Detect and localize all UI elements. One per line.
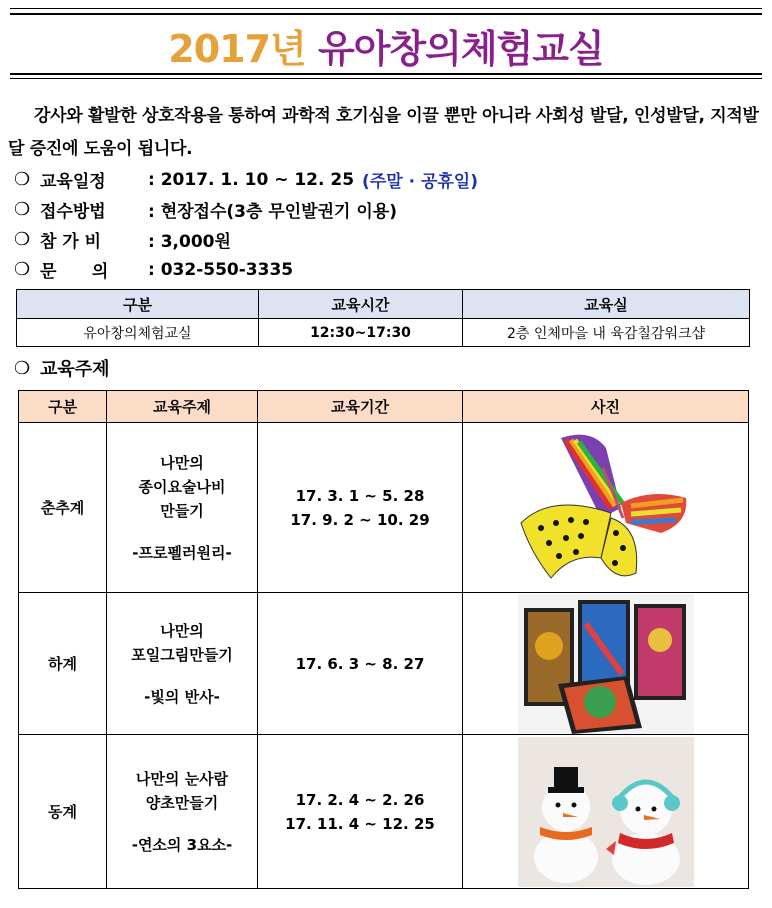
topics-table: 구분 교육주제 교육기간 사진 춘추계 나만의 종이요술나비 만들기 -프로펠러원리- 17. 3. 1 ~ 5. 28 17. 9. 2 ~ 10. 29 하계 나만의 포일그림만들기 -빛의 반사- 17. 6. 3 ~ 8. 27 동계 나만의 눈사람 양초만들기 -연소의 3요소- 17. 2. 4 ~ 2. 26 17. 11. 4 ~ 12. 25 — [18, 390, 749, 889]
ring-bullet-icon: ❍ — [14, 357, 31, 379]
info-schedule: ❍ 교육일정 : 2017. 1. 10 ~ 12. 25 (주말 · 공휴일) — [14, 169, 478, 192]
ring-bullet-icon: ❍ — [14, 259, 31, 280]
ring-bullet-icon: ❍ — [14, 199, 31, 220]
summary-table: 구분 교육시간 교육실 유아창의체험교실 12:30~17:30 2층 인체마을 내 육감칠감워크샵 — [16, 289, 750, 347]
intro-text: 강사와 활발한 상호작용을 통하여 과학적 호기심을 이끌 뿐만 아니라 사회성 발달, 인성발달, 지적발달 증진에 도움이 됩니다. — [8, 106, 759, 159]
ring-bullet-icon: ❍ — [14, 229, 31, 250]
table-row: 동계 나만의 눈사람 양초만들기 -연소의 3요소- 17. 2. 4 ~ 2. 26 17. 11. 4 ~ 12. 25 — [19, 735, 749, 889]
title-year: 2017년 — [168, 27, 306, 71]
table-row: 춘추계 나만의 종이요술나비 만들기 -프로펠러원리- 17. 3. 1 ~ 5. 28 17. 9. 2 ~ 10. 29 — [19, 423, 749, 593]
butterfly-image — [511, 428, 701, 588]
info-fee: ❍ 참 가 비 : 3,000원 — [14, 229, 231, 252]
ring-bullet-icon: ❍ — [14, 169, 31, 190]
photo-paper-butterfly — [463, 423, 749, 593]
photo-snowman-candles — [463, 735, 749, 889]
info-registration: ❍ 접수방법 : 현장접수(3층 무인발권기 이용) — [14, 199, 397, 222]
foil-pictures-image — [518, 594, 694, 734]
info-contact: ❍ 문 의 : 032-550-3335 — [14, 259, 294, 282]
snowman-candles-image — [518, 737, 694, 887]
table-row: 하계 나만의 포일그림만들기 -빛의 반사- 17. 6. 3 ~ 8. 27 — [19, 593, 749, 735]
photo-foil-pictures — [463, 593, 749, 735]
page-title — [0, 18, 772, 73]
topics-heading: ❍ 교육주제 — [14, 357, 110, 380]
title-name: 유아창의체험교실 — [318, 27, 604, 71]
